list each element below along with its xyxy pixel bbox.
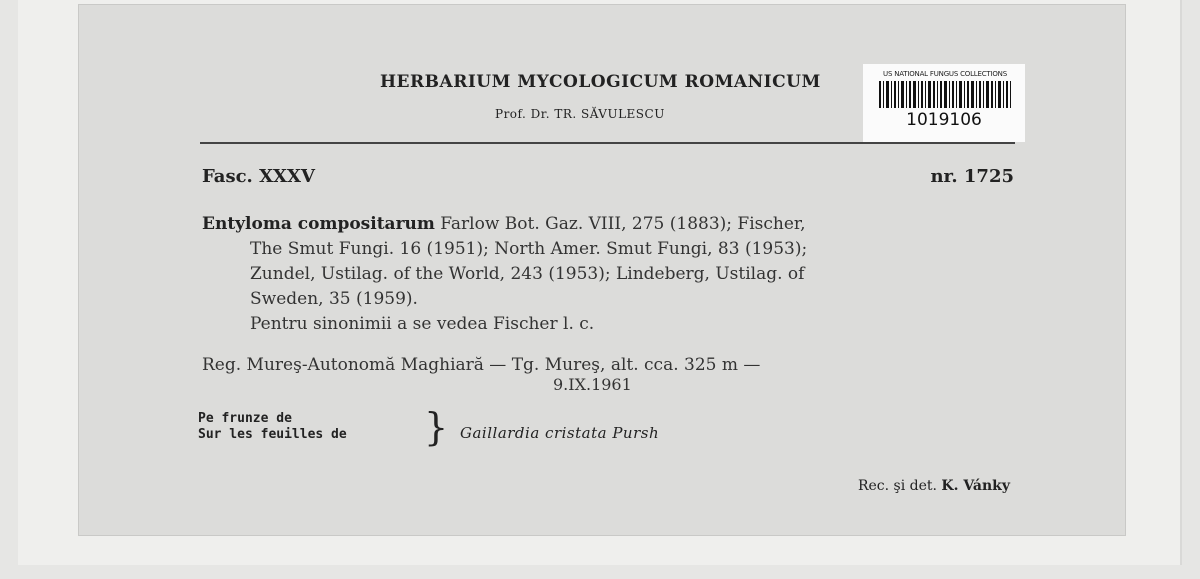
host-label-ro: Pe frunze de [198, 411, 292, 426]
collector-line [858, 478, 1010, 494]
species-name: Entyloma compositarum [202, 214, 435, 234]
collection-date: 9.IX.1961 [553, 375, 632, 394]
host-brace: } [424, 405, 449, 449]
herbarium-director: Prof. Dr. TR. SĂVULESCU [495, 107, 665, 121]
barcode-icon [879, 81, 1011, 108]
citation-line-2: The Smut Fungi. 16 (1951); North Amer. Smut Fungi, 83 (1953); [250, 239, 808, 259]
citation-line-3: Zundel, Ustilag. of the World, 243 (1953); Lindeberg, Ustilag. of [250, 264, 805, 284]
locality: Reg. Mureş-Autonomă Maghiară — Tg. Mureş, alt. cca. 325 m — [202, 355, 761, 375]
specimen-number: nr. 1725 [930, 166, 1014, 187]
herbarium-title: HERBARIUM MYCOLOGICUM ROMANICUM [380, 72, 821, 92]
collector-name: K. Vánky [941, 478, 1010, 494]
host-labels [198, 411, 347, 443]
header-divider [200, 142, 1015, 144]
collector-prefix: Rec. şi det. [857, 478, 937, 494]
species-citation [202, 212, 1014, 337]
host-label-fr: Sur les feuilles de [198, 427, 347, 442]
barcode-number: 1019106 [906, 110, 982, 130]
barcode-sticker [863, 64, 1025, 142]
citation-line-4: Sweden, 35 (1959). [250, 289, 418, 309]
fascicle: Fasc. XXXV [202, 166, 315, 187]
host-plant-name: Gaillardia cristata Pursh [460, 424, 660, 442]
barcode-caption: US NATIONAL FUNGUS COLLECTIONS [883, 70, 1007, 78]
citation-line-1 [202, 212, 1014, 237]
citation-text-1: Farlow Bot. Gaz. VIII, 275 (1883); Fischer, [440, 214, 806, 234]
synonym-note: Pentru sinonimii a se vedea Fischer l. c. [250, 314, 595, 334]
